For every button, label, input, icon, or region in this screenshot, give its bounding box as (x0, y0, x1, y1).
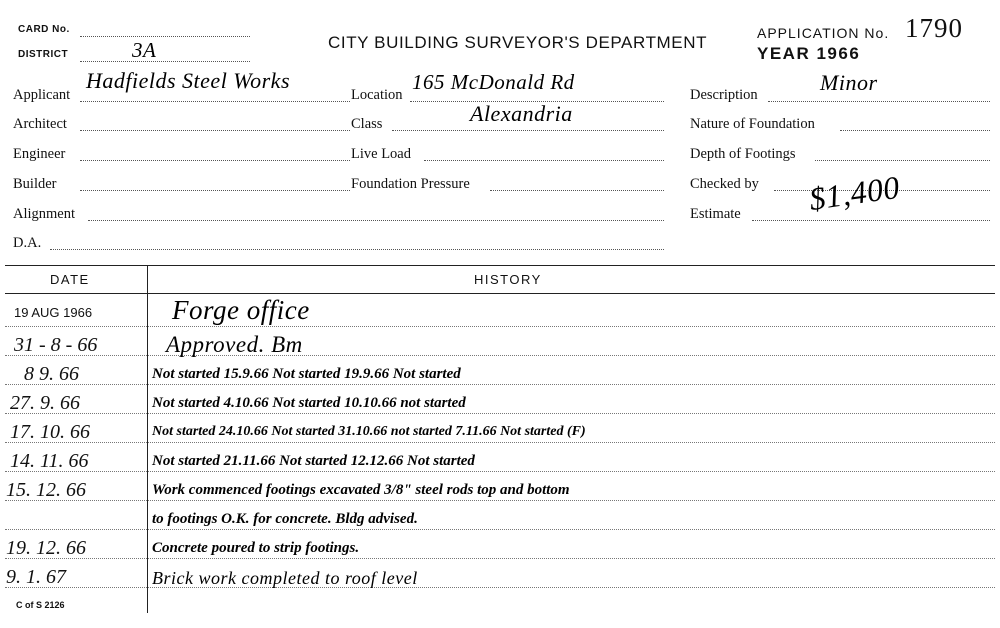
row-line (5, 471, 995, 472)
history-date: 15. 12. 66 (6, 479, 86, 501)
applicant-label: Applicant (13, 87, 71, 103)
foundation-pressure-line (490, 190, 664, 191)
da-label: D.A. (13, 235, 42, 251)
class-label: Class (351, 116, 383, 132)
foundation-pressure-label: Foundation Pressure (351, 176, 470, 192)
location-value: 165 McDonald Rd (412, 70, 575, 94)
engineer-line (80, 160, 350, 161)
history-date: 17. 10. 66 (10, 421, 90, 443)
card-no-line (80, 36, 250, 37)
history-entry: Forge office (172, 295, 310, 325)
nature-of-foundation-label: Nature of Foundation (690, 116, 815, 132)
builder-line (80, 190, 350, 191)
class-value: Alexandria (470, 101, 573, 126)
architect-label: Architect (13, 116, 67, 132)
row-line (5, 384, 995, 385)
history-top-border (5, 265, 995, 266)
location-label: Location (351, 87, 403, 103)
da-line (50, 249, 664, 250)
row-line (5, 326, 995, 327)
class-line (392, 130, 664, 131)
applicant-value: Hadfields Steel Works (86, 68, 290, 93)
estimate-value: $1,400 (806, 168, 902, 218)
history-date: 19 AUG 1966 (14, 305, 93, 320)
history-entry: Approved. Bm (166, 332, 303, 357)
department-title: CITY BUILDING SURVEYOR'S DEPARTMENT (328, 33, 708, 52)
description-label: Description (690, 87, 758, 103)
estimate-line (752, 220, 990, 221)
history-entry: Brick work completed to roof level (152, 568, 418, 588)
application-no: 1790 (905, 13, 963, 43)
nature-of-foundation-line (840, 130, 990, 131)
builder-label: Builder (13, 176, 57, 192)
history-date: 14. 11. 66 (10, 450, 89, 472)
depth-of-footings-line (815, 160, 990, 161)
history-entry: to footings O.K. for concrete. Bldg advised. (152, 511, 418, 527)
history-header-border (5, 293, 995, 294)
row-line (5, 529, 995, 530)
history-date: 27. 9. 66 (10, 392, 80, 414)
district-label: DISTRICT (18, 49, 69, 60)
history-date: 9. 1. 67 (6, 566, 66, 588)
row-line (5, 413, 995, 414)
row-line (5, 500, 995, 501)
applicant-line (80, 101, 350, 102)
alignment-label: Alignment (13, 206, 76, 222)
row-line (5, 442, 995, 443)
history-entry: Concrete poured to strip footings. (152, 540, 360, 556)
history-date: 19. 12. 66 (6, 537, 86, 559)
district-line (80, 61, 250, 62)
description-value: Minor (820, 70, 878, 95)
live-load-line (424, 160, 664, 161)
form-code: C of S 2126 (16, 600, 65, 610)
engineer-label: Engineer (13, 146, 66, 162)
history-entry: Not started 15.9.66 Not started 19.9.66 Not started (152, 366, 461, 382)
history-entry: Not started 4.10.66 Not started 10.10.66 not started (152, 395, 466, 411)
row-line (5, 355, 995, 356)
history-entry: Not started 24.10.66 Not started 31.10.66 not started 7.11.66 Not started (F) (152, 424, 586, 439)
history-date: 31 - 8 - 66 (14, 334, 98, 356)
district-value: 3A (132, 38, 157, 62)
history-entry: Work commenced footings excavated 3/8" steel rods top and bottom (152, 482, 570, 498)
checked-by-label: Checked by (690, 176, 759, 192)
description-line (768, 101, 990, 102)
depth-of-footings-label: Depth of Footings (690, 146, 796, 162)
architect-line (80, 130, 350, 131)
estimate-label: Estimate (690, 206, 741, 222)
live-load-label: Live Load (351, 146, 411, 162)
history-column-divider (147, 265, 148, 613)
alignment-line (88, 220, 664, 221)
year: YEAR 1966 (757, 44, 861, 63)
history-entry: Not started 21.11.66 Not started 12.12.66 Not started (152, 453, 475, 469)
history-date: 8 9. 66 (24, 363, 79, 385)
history-column-header: HISTORY (474, 272, 542, 287)
date-column-header: DATE (50, 272, 90, 287)
row-line (5, 558, 995, 559)
card-no-label: CARD No. (18, 24, 70, 35)
application-no-label: APPLICATION No. (757, 25, 890, 41)
